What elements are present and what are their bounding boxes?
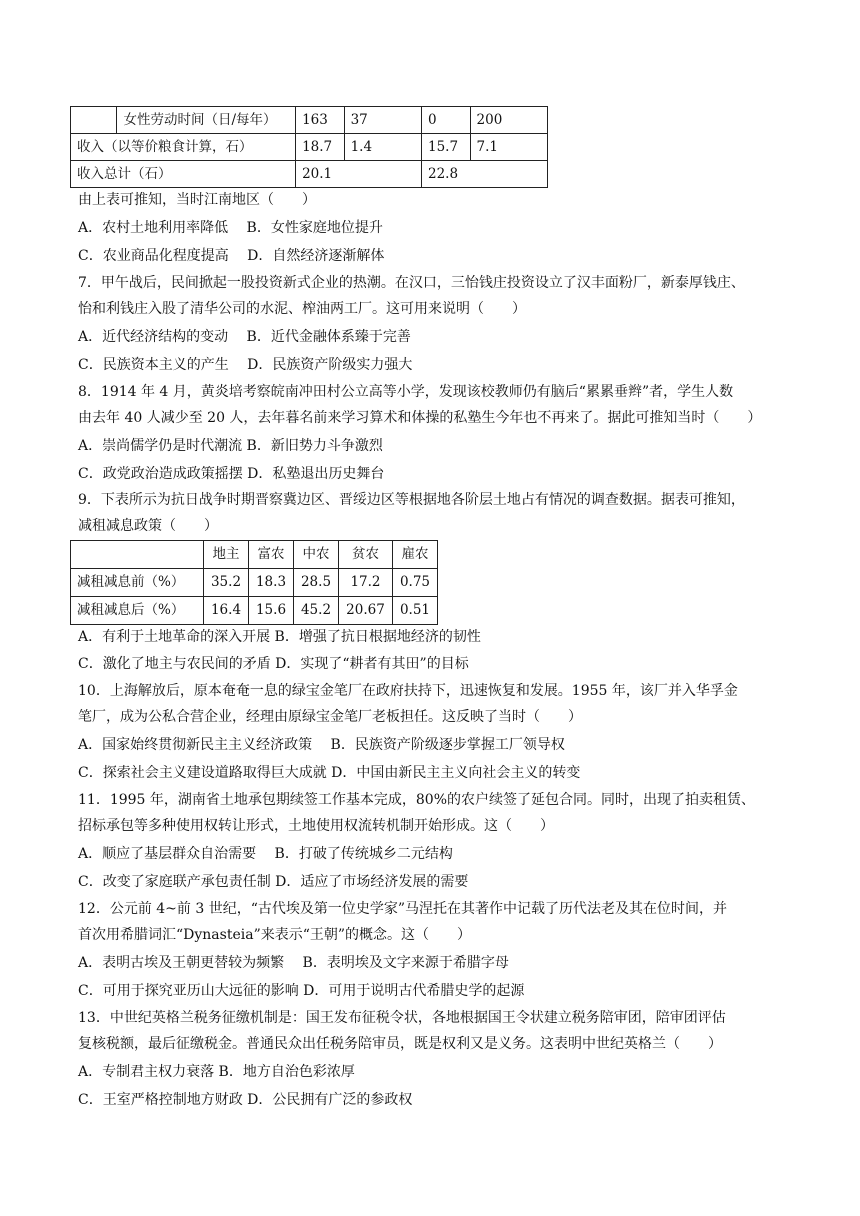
question-12-options-ab: A．表明古埃及王朝更替较为频繁 B．表明埃及文字来源于希腊字母 xyxy=(78,955,509,971)
table-cell: 减租减息前（%） xyxy=(71,569,204,597)
table-header-cell: 地主 xyxy=(204,541,249,569)
table-cell: 17.2 xyxy=(339,569,393,597)
table-cell: 7.1 xyxy=(470,134,547,161)
table-cell xyxy=(71,107,117,134)
table-cell: 0.51 xyxy=(392,597,437,625)
table-row xyxy=(71,161,548,188)
question-10-options-cd: C．探索社会主义建设道路取得巨大成就 D．中国由新民主主义向社会主义的转变 xyxy=(78,765,581,781)
table-cell: 收入（以等价粮食计算，石） xyxy=(71,134,296,161)
question-13-line-1: 13．中世纪英格兰税务征缴机制是：国王发布征税令状，各地根据国王令状建立税务陪审团，陪审团评估 xyxy=(78,1010,726,1026)
table-row xyxy=(71,597,438,625)
question-8-options-ab: A．崇尚儒学仍是时代潮流 B．新旧势力斗争激烈 xyxy=(78,438,383,454)
question-12-options-cd: C．可用于探究亚历山大远征的影响 D．可用于说明古代希腊史学的起源 xyxy=(78,983,525,999)
question-11-options-ab: A．顺应了基层群众自治需要 B．打破了传统城乡二元结构 xyxy=(78,846,453,862)
table-cell: 15.7 xyxy=(422,134,471,161)
table-header-row xyxy=(71,541,438,569)
table-cell: 0 xyxy=(422,107,471,134)
table-cell: 减租减息后（%） xyxy=(71,597,204,625)
table-cell: 16.4 xyxy=(204,597,249,625)
table-cell: 1.4 xyxy=(344,134,421,161)
question-9-line-1: 9．下表所示为抗日战争时期晋察冀边区、晋绥边区等根据地各阶层土地占有情况的调查数据。据表可推知， xyxy=(78,492,745,508)
question-13-options-ab: A．专制君主权力衰落 B．地方自治色彩浓厚 xyxy=(78,1064,355,1080)
table-cell: 女性劳动时间（日/每年） xyxy=(117,107,296,134)
table-cell: 0.75 xyxy=(392,569,437,597)
table-cell: 收入总计（石） xyxy=(71,161,296,188)
question-9-line-2: 减租减息政策（ ） xyxy=(78,518,218,534)
table-header-cell: 雇农 xyxy=(392,541,437,569)
question-11-line-2: 招标承包等多种使用权转让形式，土地使用权流转机制开始形成。这（ ） xyxy=(78,818,554,834)
question-9-options-ab: A．有利于土地革命的深入开展 B．增强了抗日根据地经济的韧性 xyxy=(78,629,481,645)
question-6-options-ab: A．农村土地利用率降低 B．女性家庭地位提升 xyxy=(78,220,383,236)
question-8-options-cd: C．政党政治造成政策摇摆 D．私塾退出历史舞台 xyxy=(78,466,385,482)
question-7-options-cd: C．民族资本主义的产生 D．民族资产阶级实力强大 xyxy=(78,357,413,373)
table-row xyxy=(71,134,548,161)
question-8-line-1: 8．1914 年 4 月，黄炎培考察皖南冲田村公立高等小学，发现该校教师仍有脑后“累累垂辫”者，学生人数 xyxy=(78,384,734,400)
question-7-line-1: 7．甲午战后，民间掀起一股投资新式企业的热潮。在汉口，三怡钱庄投资设立了汉丰面粉厂，新泰厚钱庄、 xyxy=(78,275,745,291)
question-11-line-1: 11．1995 年，湖南省土地承包期续签工作基本完成，80%的农户续签了延包合同。同时，出现了拍卖租赁、 xyxy=(78,792,756,808)
question-12-line-1: 12．公元前 4~前 3 世纪，“古代埃及第一位史学家”马涅托在其著作中记载了历代法老及其在位时间，并 xyxy=(78,901,728,917)
question-7-line-2: 怡和利钱庄入股了清华公司的水泥、榨油两工厂。这可用来说明（ ） xyxy=(78,301,526,317)
question-13-options-cd: C．王室严格控制地方财政 D．公民拥有广泛的参政权 xyxy=(78,1092,413,1108)
question-12-line-2: 首次用希腊词汇“Dynasteia”来表示“王朝”的概念。这（ ） xyxy=(78,927,472,943)
question-9-options-cd: C．激化了地主与农民间的矛盾 D．实现了“耕者有其田”的目标 xyxy=(78,656,469,672)
table-header-cell: 贫农 xyxy=(339,541,393,569)
question-10-options-ab: A．国家始终贯彻新民主主义经济政策 B．民族资产阶级逐步掌握工厂领导权 xyxy=(78,737,565,753)
table-cell: 200 xyxy=(470,107,547,134)
table-cell: 18.3 xyxy=(249,569,294,597)
labor-income-table xyxy=(70,106,548,188)
table-row xyxy=(71,569,438,597)
table-cell: 20.67 xyxy=(339,597,393,625)
question-13-line-2: 复核税额，最后征缴税金。普通民众出任税务陪审员，既是权利又是义务。这表明中世纪英格兰（ ） xyxy=(78,1036,722,1052)
question-6-stem: 由上表可推知，当时江南地区（ ） xyxy=(78,192,316,208)
table-cell: 28.5 xyxy=(294,569,339,597)
table-header-cell xyxy=(71,541,204,569)
table-cell: 45.2 xyxy=(294,597,339,625)
table-row xyxy=(71,107,548,134)
question-7-options-ab: A．近代经济结构的变动 B．近代金融体系臻于完善 xyxy=(78,329,411,345)
land-ownership-table xyxy=(70,540,438,625)
question-10-line-1: 10．上海解放后，原本奄奄一息的绿宝金笔厂在政府扶持下，迅速恢复和发展。1955 年，该厂并入华孚金 xyxy=(78,683,738,699)
table-header-cell: 富农 xyxy=(249,541,294,569)
table-header-cell: 中农 xyxy=(294,541,339,569)
question-11-options-cd: C．改变了家庭联产承包责任制 D．适应了市场经济发展的需要 xyxy=(78,874,469,890)
table-cell: 15.6 xyxy=(249,597,294,625)
table-cell: 163 xyxy=(296,107,345,134)
table-cell: 18.7 xyxy=(296,134,345,161)
table-cell: 37 xyxy=(344,107,421,134)
question-10-line-2: 笔厂，成为公私合营企业，经理由原绿宝金笔厂老板担任。这反映了当时（ ） xyxy=(78,709,582,725)
question-6-options-cd: C．农业商品化程度提高 D．自然经济逐渐解体 xyxy=(78,248,385,264)
table-cell: 35.2 xyxy=(204,569,249,597)
table-cell: 20.1 xyxy=(296,161,422,188)
question-8-line-2: 由去年 40 人减少至 20 人，去年暮名前来学习算术和体操的私塾生今年也不再来了。据此可推知当时（ ） xyxy=(78,410,762,426)
table-cell: 22.8 xyxy=(422,161,548,188)
